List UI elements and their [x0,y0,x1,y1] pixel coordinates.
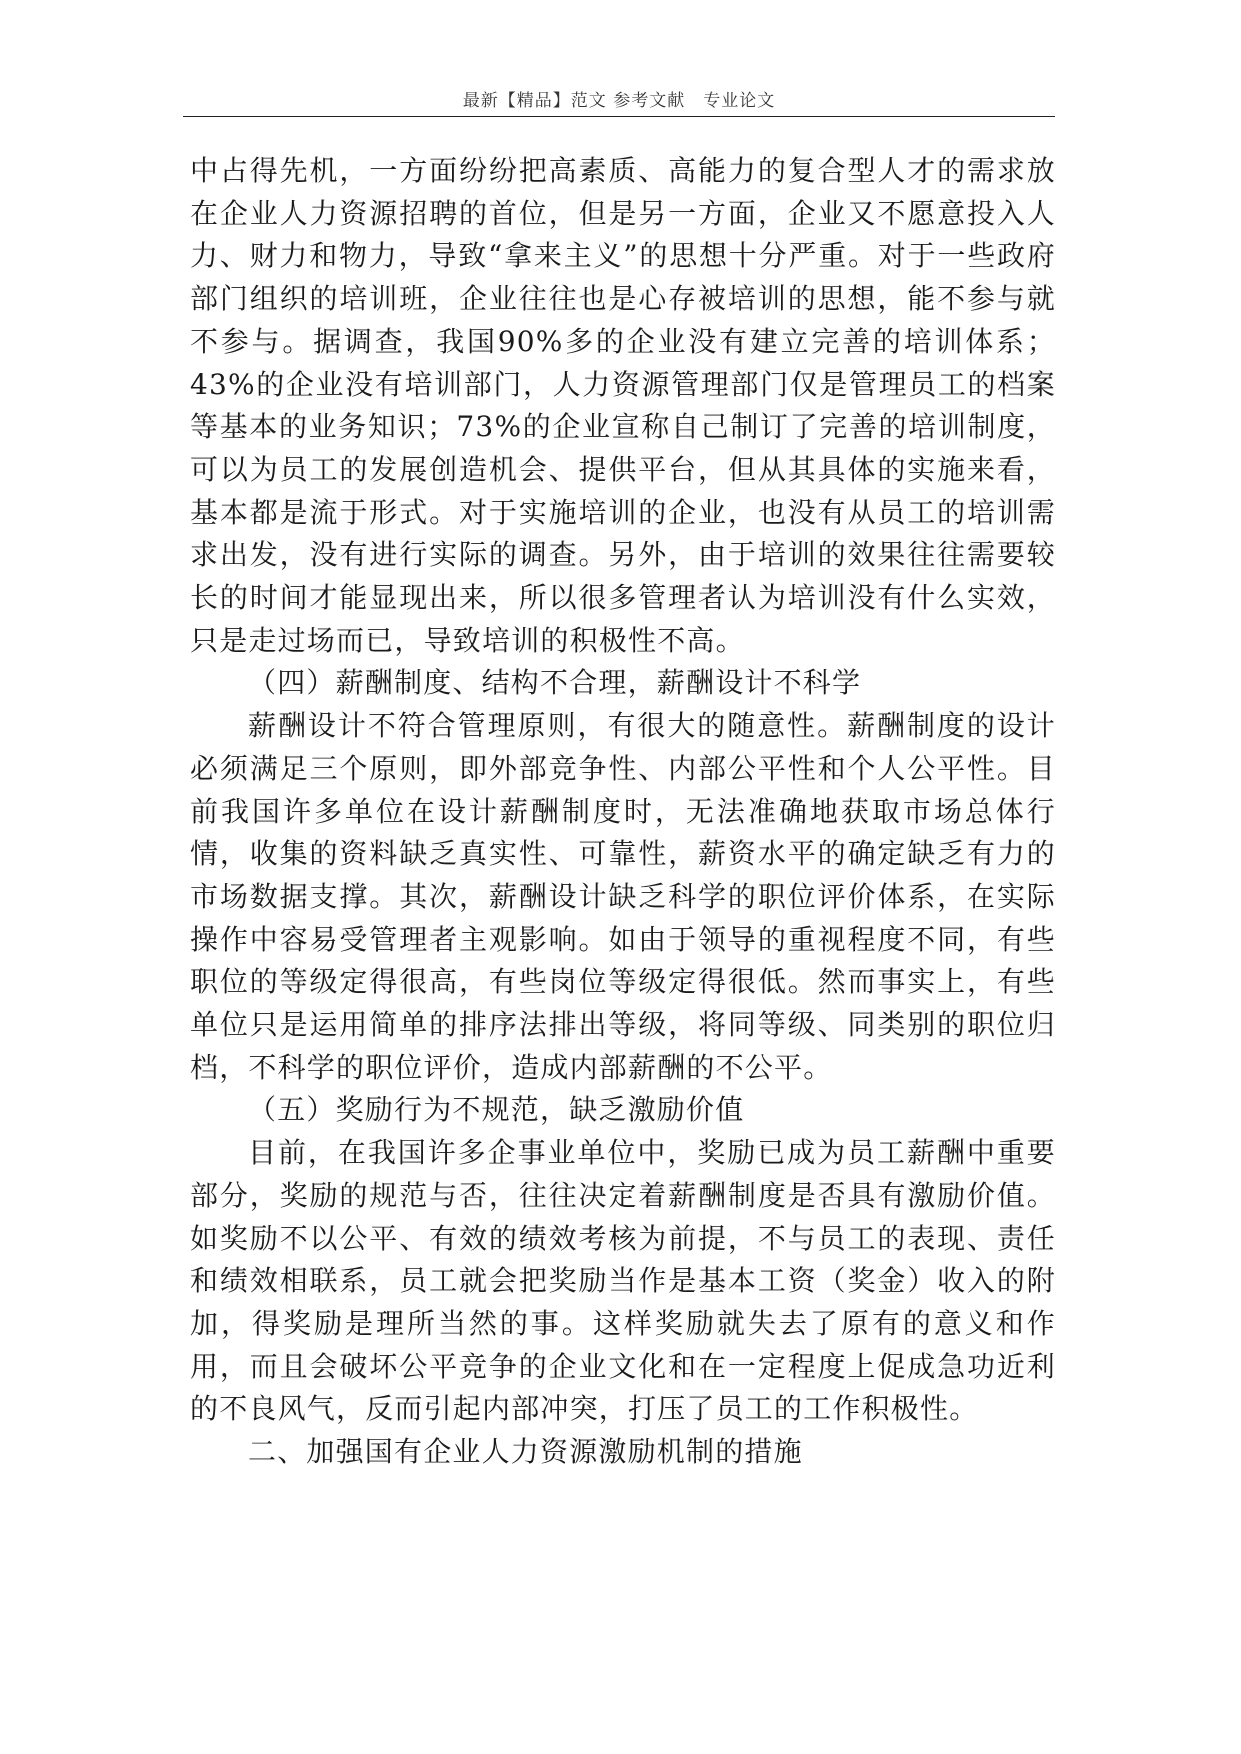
page-header: 最新【精品】范文 参考文献 专业论文 [462,91,776,111]
section-heading-rewards: （五）奖励行为不规范，缺乏激励价值 [248,1093,745,1127]
paragraph-salary-design: 薪酬设计不符合管理原则，有很大的随意性。薪酬制度的设计必须满足三个原则，即外部竞争性、内部公平性和个人公平性。目前我国许多单位在设计薪酬制度时，无法准确地获取市场总体行情，收集的资料缺乏真实性、可靠性，薪资水平的确定缺乏有力的市场数据支撑。其次，薪酬设计缺乏科学的职位评价体系，在实际操作中容易受管理者主观影响。如由于领导的重视程度不同，有些职位的等级定得很高，有些岗位等级定得很低。然而事实上，有些单位只是运用简单的排序法排出等级，将同等级、同类别的职位归档，不科学的职位评价，造成内部薪酬的不公平。 [190,709,1056,1084]
header-divider [183,116,1055,117]
paragraph-rewards: 目前，在我国许多企事业单位中，奖励已成为员工薪酬中重要部分，奖励的规范与否，往往决定着薪酬制度是否具有激励价值。如奖励不以公平、有效的绩效考核为前提，不与员工的表现、责任和绩效相联系，员工就会把奖励当作是基本工资（奖金）收入的附加，得奖励是理所当然的事。这样奖励就失去了原有的意义和作用，而且会破坏公平竞争的企业文化和在一定程度上促成急功近利的不良风气，反而引起内部冲突，打压了员工的工作积极性。 [190,1136,1056,1426]
document-body [190,150,1056,1474]
section-heading-measures: 二、加强国有企业人力资源激励机制的措施 [248,1435,803,1469]
paragraph-training-issues: 中占得先机，一方面纷纷把高素质、高能力的复合型人才的需求放在企业人力资源招聘的首位，但是另一方面，企业又不愿意投入人力、财力和物力，导致“拿来主义”的思想十分严重。对于一些政府部门组织的培训班，企业往往也是心存被培训的思想，能不参与就不参与。据调查，我国90%多的企业没有建立完善的培训体系；43%的企业没有培训部门，人力资源管理部门仅是管理员工的档案等基本的业务知识；73%的企业宣称自己制订了完善的培训制度，可以为员工的发展创造机会、提供平台，但从其具体的实施来看，基本都是流于形式。对于实施培训的企业，也没有从员工的培训需求出发，没有进行实际的调查。另外，由于培训的效果往往需要较长的时间才能显现出来，所以很多管理者认为培训没有什么实效，只是走过场而已，导致培训的积极性不高。 [190,154,1056,657]
section-heading-salary: （四）薪酬制度、结构不合理，薪酬设计不科学 [248,666,862,700]
